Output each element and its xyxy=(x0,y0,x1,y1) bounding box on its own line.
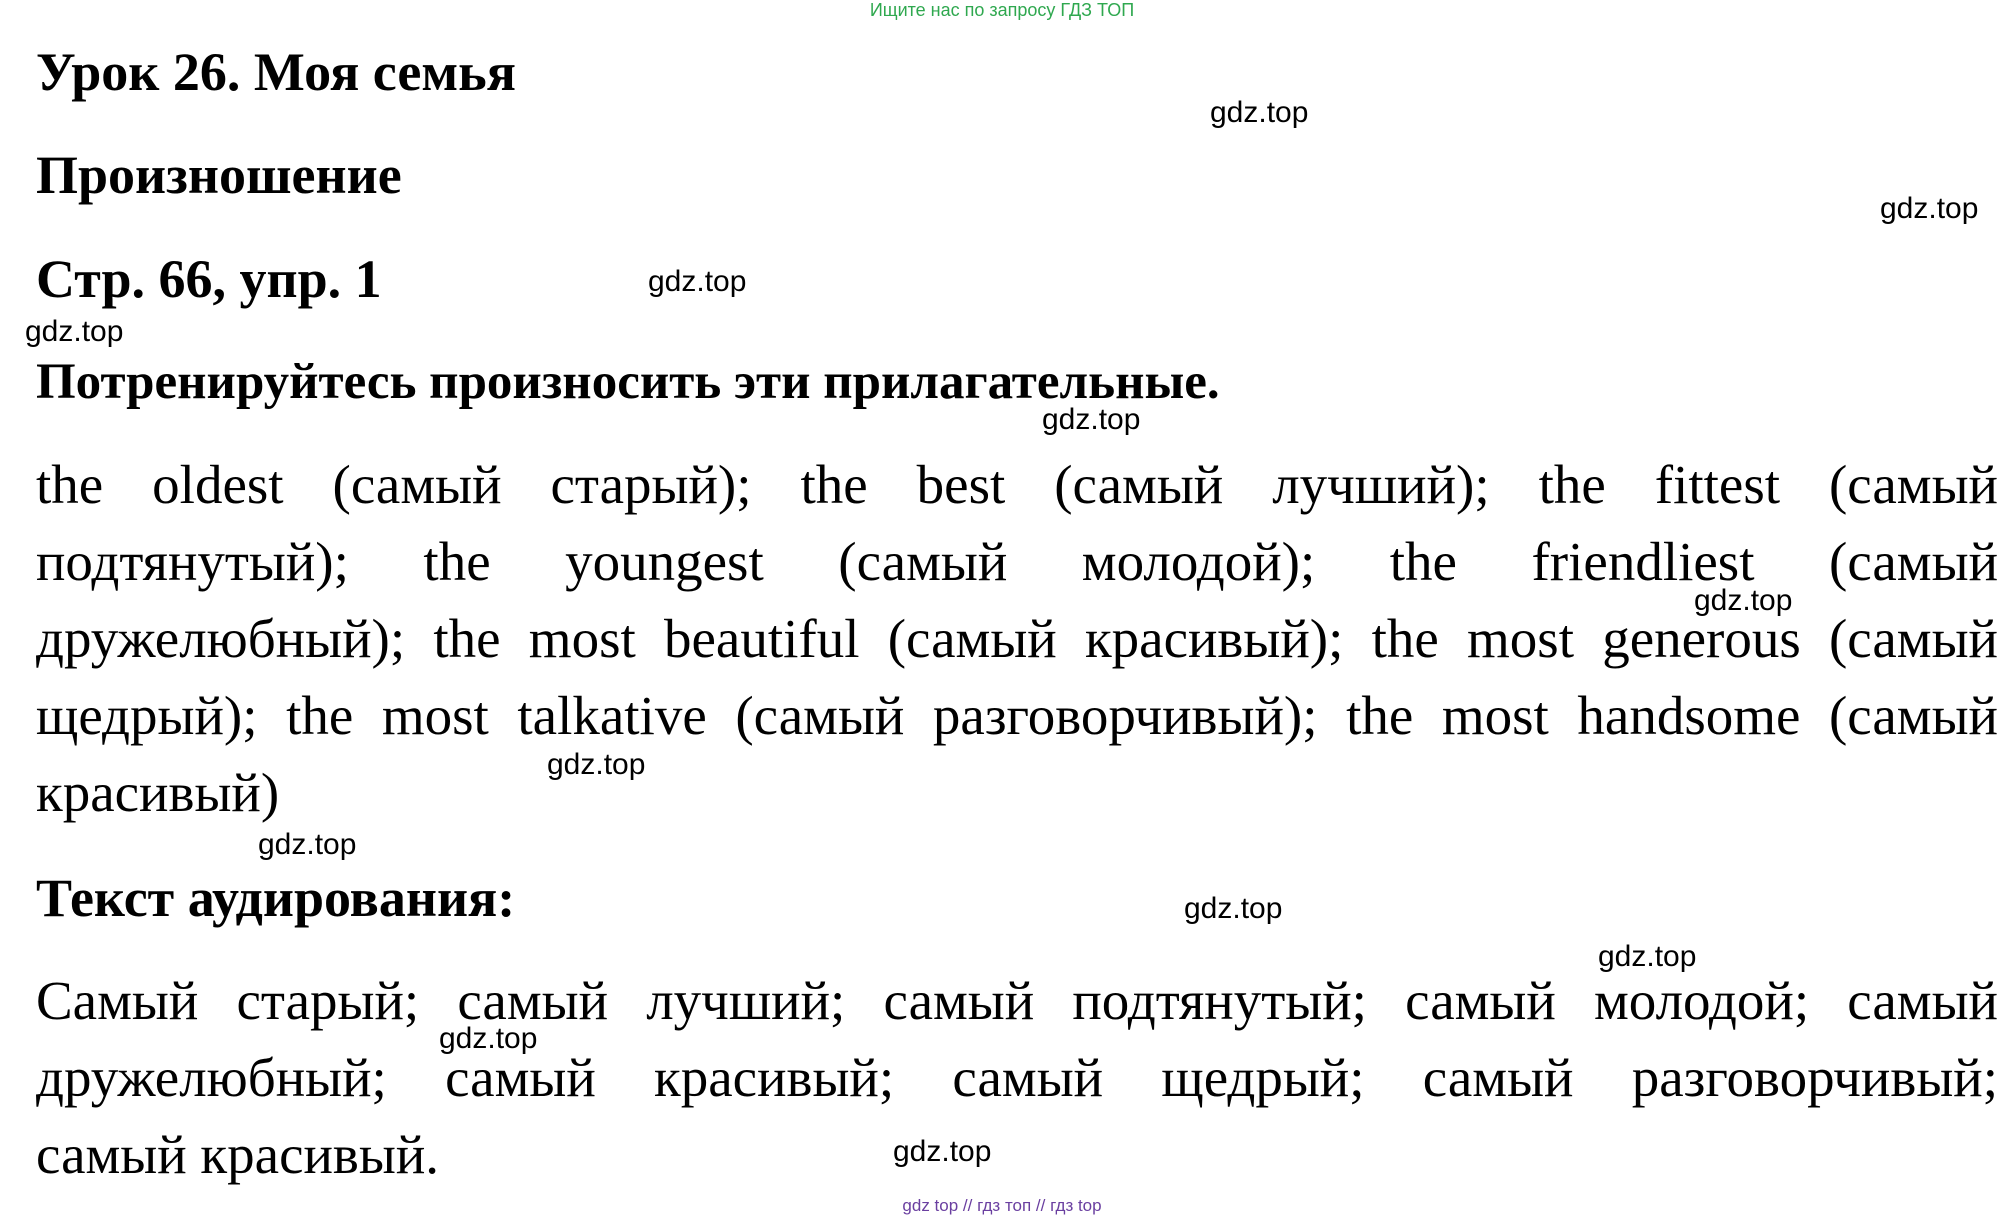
watermark: gdz.top xyxy=(439,1022,538,1055)
watermark: gdz.top xyxy=(1042,403,1141,436)
listening-paragraph xyxy=(36,962,1998,1193)
search-hint-banner: Ищите нас по запросу ГДЗ ТОП xyxy=(869,0,1135,20)
paragraph-line: дружелюбный); the most beautiful (самый красивый); the most generous (самый xyxy=(36,608,1998,669)
watermark: gdz.top xyxy=(1694,584,1793,617)
exercise-reference: Стр. 66, упр. 1 xyxy=(36,249,382,309)
paragraph-line: дружелюбный; самый красивый; самый щедрый; самый разговорчивый; xyxy=(36,1047,1998,1108)
adjectives-paragraph xyxy=(36,446,1998,831)
paragraph-line: Самый старый; самый лучший; самый подтянутый; самый молодой; самый xyxy=(36,970,1998,1031)
paragraph-line: the oldest (самый старый); the best (самый лучший); the fittest (самый xyxy=(36,454,1998,515)
paragraph-line: подтянутый); the youngest (самый молодой); the friendliest (самый xyxy=(36,531,1998,592)
watermark: gdz.top xyxy=(648,265,747,298)
watermark: gdz.top xyxy=(893,1135,992,1168)
task-instruction: Потренируйтесь произносить эти прилагательные. xyxy=(36,354,1220,410)
watermark: gdz.top xyxy=(25,315,124,348)
paragraph-line: красивый) xyxy=(36,762,280,823)
watermark: gdz.top xyxy=(1880,192,1979,225)
watermark: gdz.top xyxy=(547,748,646,781)
watermark: gdz.top xyxy=(1598,940,1697,973)
paragraph-line: самый красивый. xyxy=(36,1124,440,1185)
listening-title: Текст аудирования: xyxy=(36,868,516,928)
footer-watermark: gdz top // гдз топ // гдз top xyxy=(902,1196,1102,1215)
lesson-title: Урок 26. Моя семья xyxy=(36,42,516,102)
watermark: gdz.top xyxy=(258,828,357,861)
watermark: gdz.top xyxy=(1184,892,1283,925)
section-title: Произношение xyxy=(36,145,402,205)
watermark: gdz.top xyxy=(1210,96,1309,129)
paragraph-line: щедрый); the most talkative (самый разговорчивый); the most handsome (самый xyxy=(36,685,1998,746)
